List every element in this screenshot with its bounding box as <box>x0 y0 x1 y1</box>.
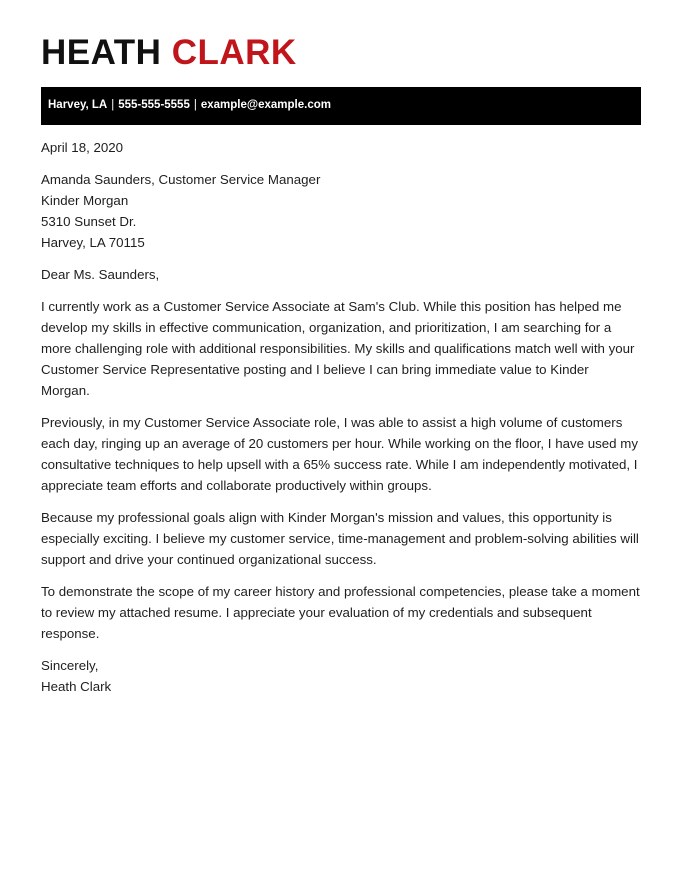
contact-email: example@example.com <box>200 99 331 111</box>
contact-bar <box>41 87 641 125</box>
letter-date: April 18, 2020 <box>41 140 124 155</box>
recipient-company: Kinder Morgan <box>41 193 129 208</box>
contact-phone: 555-555-5555 <box>118 99 190 111</box>
salutation: Dear Ms. Saunders, <box>41 267 160 282</box>
applicant-first-name: HEATH <box>41 33 162 72</box>
contact-separator: | <box>193 99 197 111</box>
contact-separator: | <box>111 99 115 111</box>
contact-location: Harvey, LA <box>48 99 108 111</box>
letter-body <box>41 137 641 697</box>
letter-paragraph: To demonstrate the scope of my career history and professional competencies, please take a moment to review my attached resume. I appreciate your evaluation of my credentials and subsequent response. <box>41 584 640 641</box>
signature-name: Heath Clark <box>41 679 112 694</box>
closing: Sincerely, <box>41 658 99 673</box>
recipient-street: 5310 Sunset Dr. <box>41 214 137 229</box>
recipient-city: Harvey, LA 70115 <box>41 235 145 250</box>
letter-paragraph: I currently work as a Customer Service Associate at Sam's Club. While this position has helped me develop my skills in effective communication, organization, and prioritization, I am searching for a more challenging role with additional responsibilities. My skills and qualifications match well with your Customer Service Representative posting and I believe I can bring immediate value to Kinder Morgan. <box>41 299 635 398</box>
letter-paragraph: Because my professional goals align with Kinder Morgan's mission and values, this opportunity is especially exciting. I believe my customer service, time-management and problem-solving abilities will support and drive your continued organizational success. <box>41 510 639 567</box>
recipient-name-title: Amanda Saunders, Customer Service Manager <box>41 172 321 187</box>
applicant-name-heading <box>41 31 297 75</box>
letter-paragraph: Previously, in my Customer Service Associate role, I was able to assist a high volume of customers each day, ringing up an average of 20 customers per hour. While working on the floor, I have used my consultative techniques to help upsell with a 65% success rate. While I am independently motivated, I appreciate team efforts and collaborate productively within groups. <box>41 415 638 493</box>
recipient-address <box>41 169 641 253</box>
applicant-last-name: CLARK <box>171 33 297 72</box>
